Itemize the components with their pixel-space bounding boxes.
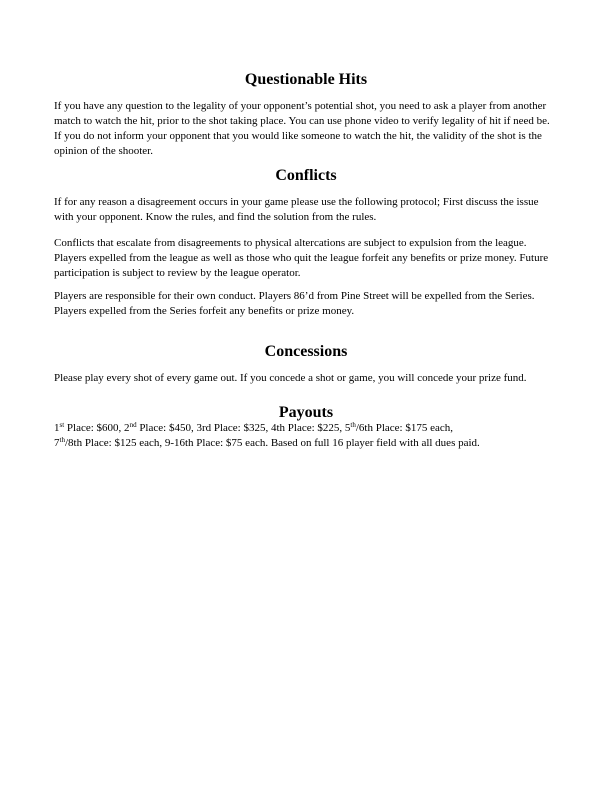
payouts-paragraph bbox=[54, 421, 559, 451]
payouts-heading: Payouts bbox=[278, 404, 334, 421]
payouts-line-1: 1st Place: $600, 2nd Place: $450, 3rd Place: $325, 4th Place: $225, 5th/6th Place: $175 each, bbox=[54, 421, 454, 434]
conflicts-paragraph-2: Conflicts that escalate from disagreements to physical altercations are subject to expulsion from the league. Players expelled from the league as well as those who quit the league forfeit any benefits or prize money. Future participation is subject to review by the league operator. bbox=[54, 237, 549, 279]
payouts-line-2: 7th/8th Place: $125 each, 9-16th Place: $75 each. Based on full 16 player field with all dues paid. bbox=[54, 436, 480, 449]
conflicts-paragraph-1: If for any reason a disagreement occurs in your game please use the following protocol; First discuss the issue with your opponent. Know the rules, and find the solution from the rules. bbox=[54, 196, 539, 223]
conflicts-heading: Conflicts bbox=[275, 167, 337, 184]
questionable-hits-heading: Questionable Hits bbox=[244, 71, 368, 88]
conflicts-paragraph-3: Players are responsible for their own conduct. Players 86’d from Pine Street will be expelled from the Series. Players expelled from the Series forfeit any benefits or prize money. bbox=[54, 290, 535, 317]
questionable-hits-paragraph: If you have any question to the legality of your opponent’s potential shot, you need to ask a player from another match to watch the hit, prior to the shot taking place. You can use phone video to verify legality of hit if need be. If you do not inform your opponent that you would like someone to watch the hit, the validity of the shot is the opinion of the shooter. bbox=[54, 100, 550, 157]
concessions-paragraph: Please play every shot of every game out. If you concede a shot or game, you will concede your prize fund. bbox=[54, 372, 527, 384]
concessions-heading: Concessions bbox=[264, 343, 348, 360]
